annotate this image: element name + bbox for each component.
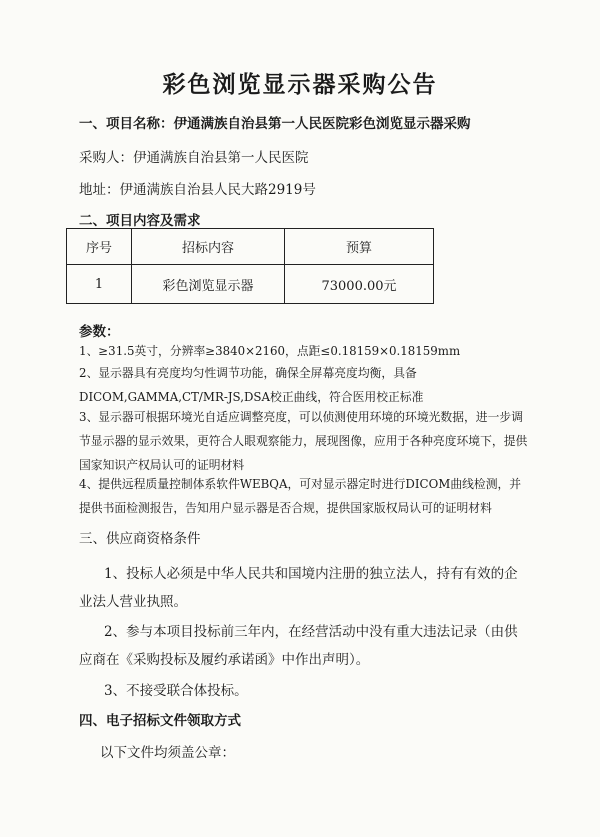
param-2: 2、显示器具有亮度均匀性调节功能，确保全屏幕亮度均衡，具备DICOM,GAMMA,CT/MR-JS,DSA校正曲线，符合医用校正标准: [79, 366, 424, 404]
stamp-note: 以下文件均须盖公章：: [100, 745, 235, 761]
cell-content: 彩色浏览显示器: [132, 265, 285, 304]
section-1-heading: 一、项目名称：伊通满族自治县第一人民医院彩色浏览显示器采购: [79, 116, 471, 132]
buyer-line: 采购人：伊通满族自治县第一人民医院: [79, 150, 309, 166]
param-4: 4、提供远程质量控制体系软件WEBQA，可对显示器定时进行DICOM曲线检测，并提供书面检测报告，告知用户显示器是否合规，提供国家版权局认可的证明材料: [79, 477, 522, 515]
header-content: 招标内容: [132, 229, 285, 265]
param-3: 3、显示器可根据环境光自适应调整亮度，可以侦测使用环境的环境光数据，进一步调节显示器的显示效果，更符合人眼观察能力，展现图像，应用于各种亮度环境下，提供国家知识产权局认可的证明材料: [79, 410, 528, 472]
address-line: 地址：伊通满族自治县人民大路2919号: [79, 182, 316, 198]
page-title: 彩色浏览显示器采购公告: [162, 71, 438, 98]
header-index: 序号: [67, 229, 132, 265]
qualification-3: 3、不接受联合体投标。: [104, 683, 248, 699]
header-budget: 预算: [285, 229, 434, 265]
cell-budget: 73000.00元: [285, 265, 434, 304]
section-3-heading: 三、供应商资格条件: [79, 531, 201, 547]
qualification-2: 2、参与本项目投标前三年内，在经营活动中没有重大违法记录（由供应商在《采购投标及履约承诺函》中作出声明）。: [79, 624, 518, 668]
param-1: 1、≥31.5英寸，分辨率≥3840×2160，点距≤0.18159×0.18159mm: [79, 344, 461, 358]
qualification-1: 1、投标人必须是中华人民共和国境内注册的独立法人，持有有效的企业法人营业执照。: [79, 566, 518, 610]
table-header-row: [67, 229, 434, 265]
section-4-heading: 四、电子招标文件领取方式: [79, 713, 241, 729]
requirements-table: [66, 228, 434, 304]
table-row: [67, 265, 434, 304]
section-2-heading: 二、项目内容及需求: [79, 213, 201, 229]
cell-index: 1: [67, 265, 132, 304]
params-label: 参数：: [79, 324, 120, 340]
